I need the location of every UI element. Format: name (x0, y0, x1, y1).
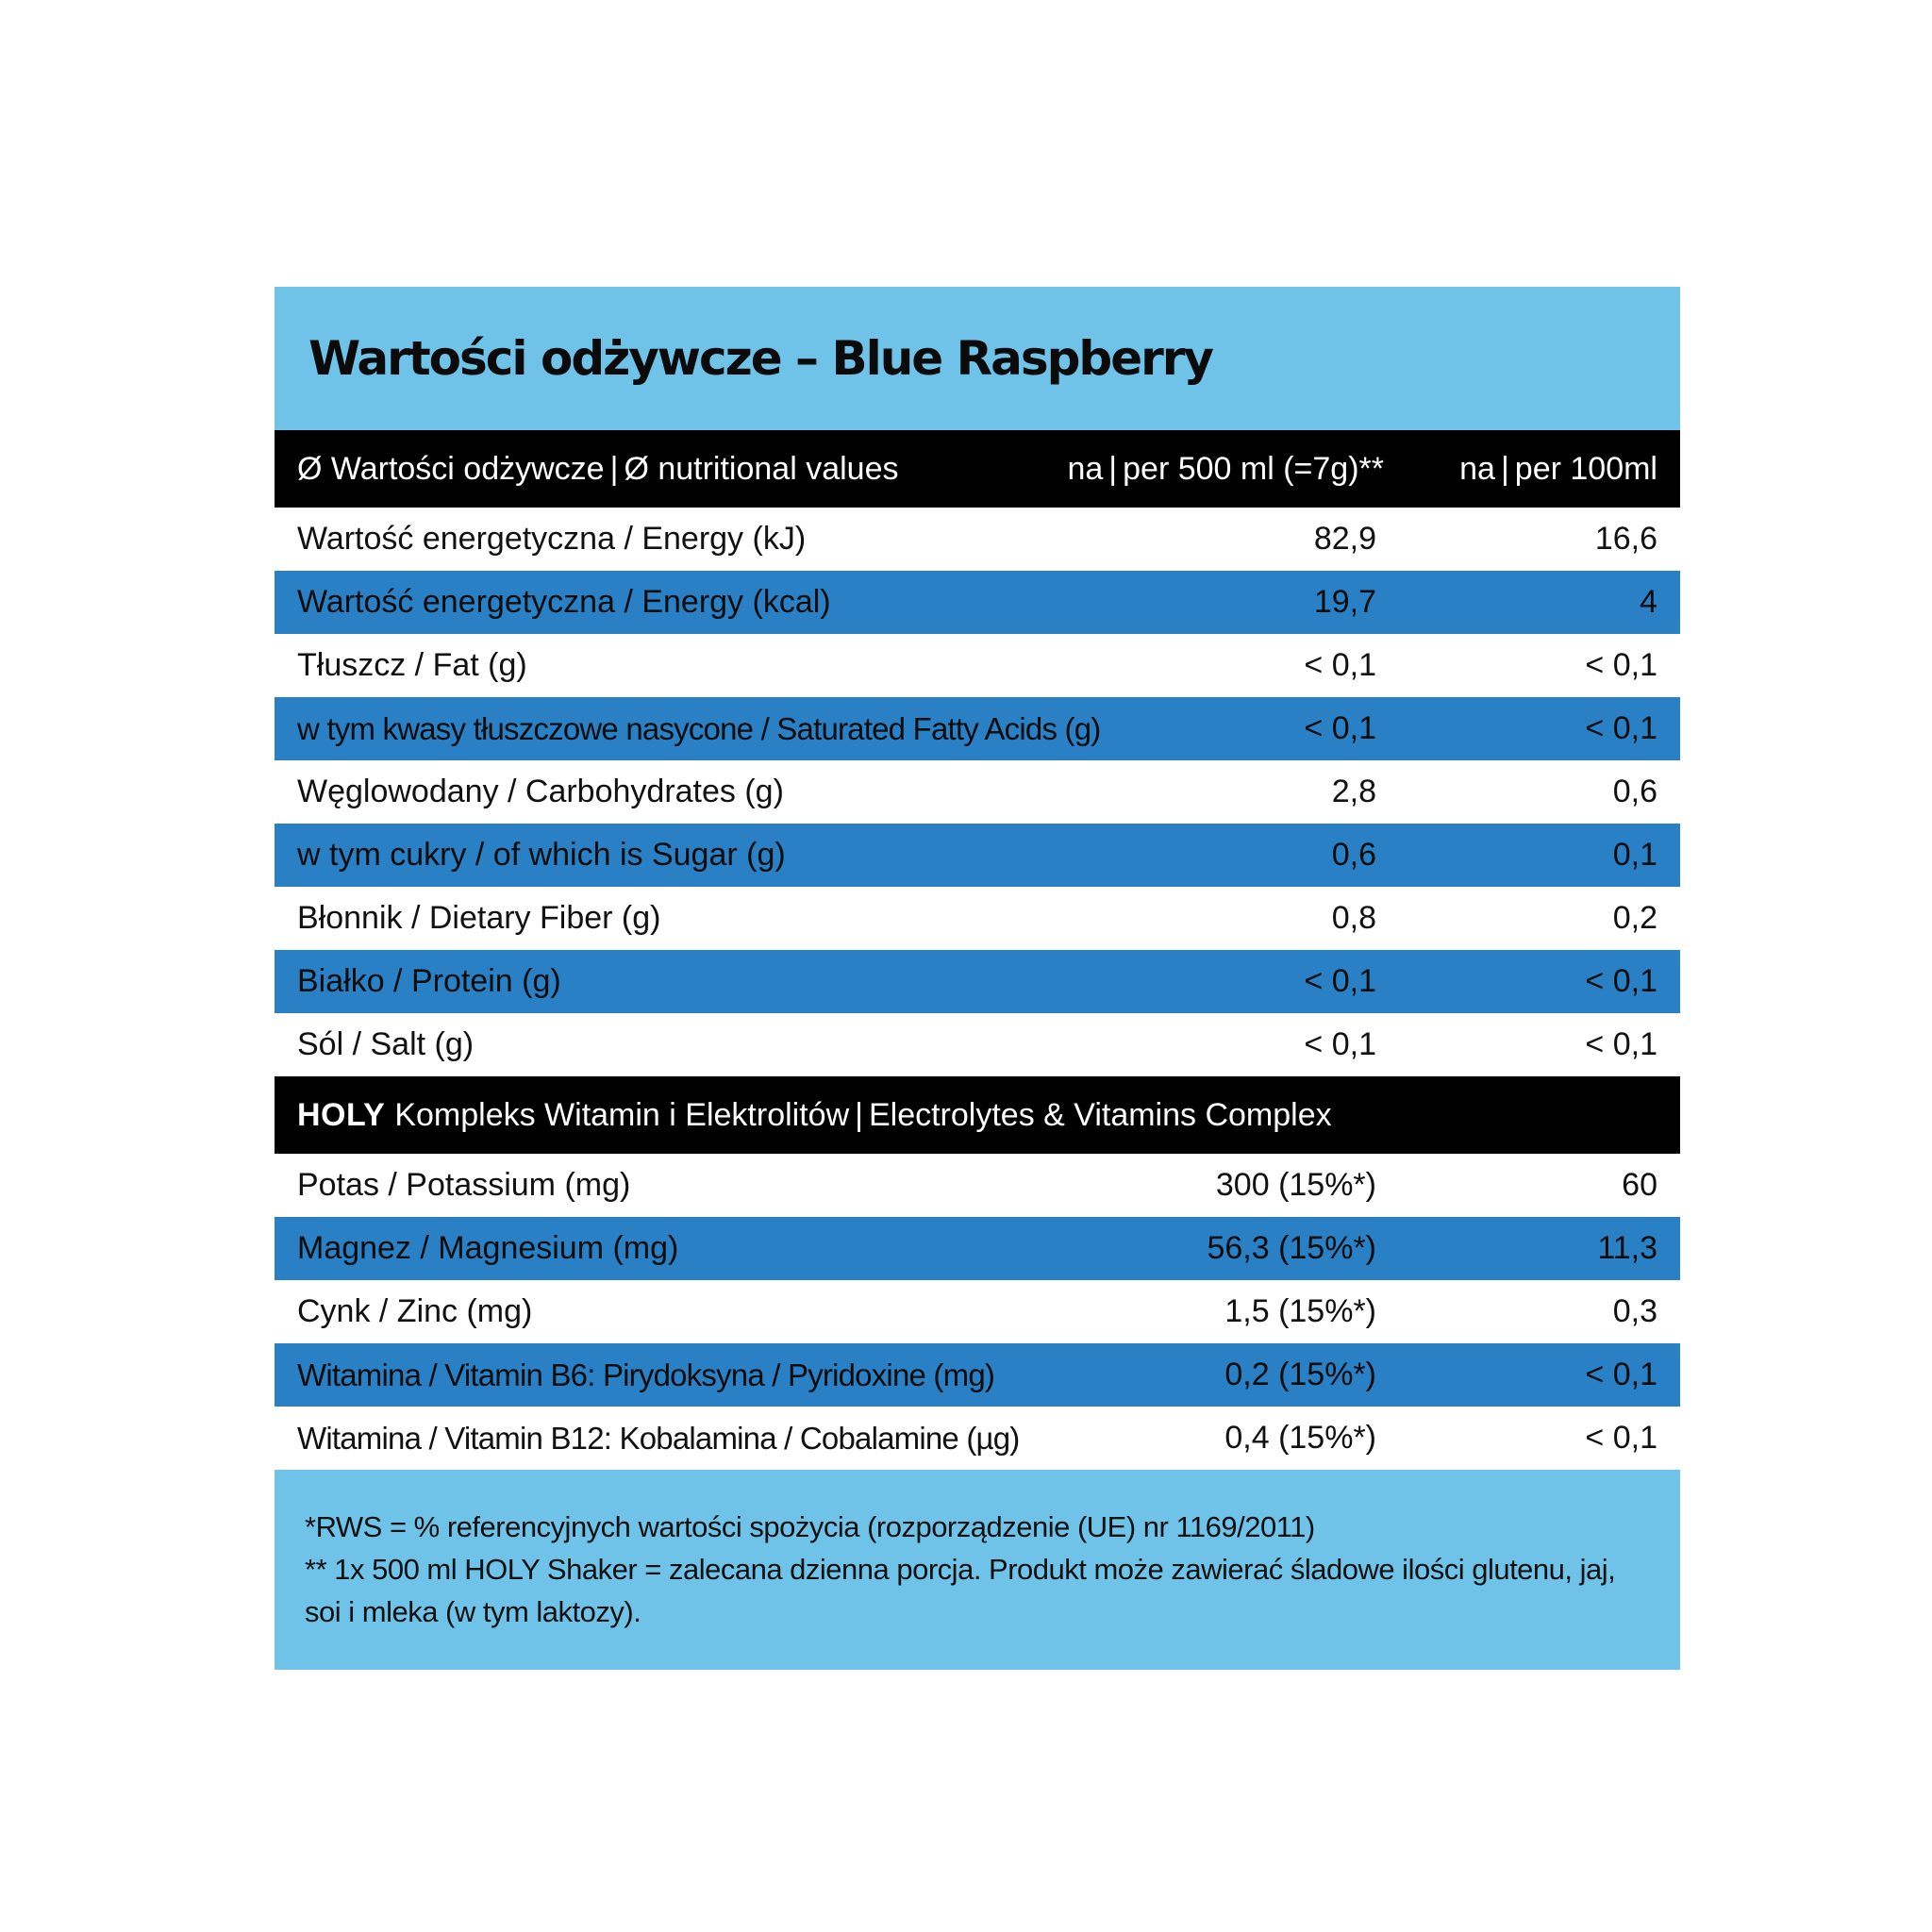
table-row (275, 1013, 1680, 1076)
nutrient-label: Wartość energetyczna / Energy (kJ) (297, 521, 807, 557)
value-per500: 0,6 (1331, 837, 1376, 873)
nutrient-label: Cynk / Zinc (mg) (297, 1293, 533, 1329)
value-per500: 19,7 (1313, 584, 1376, 620)
nutrition-panel (275, 287, 1680, 1670)
table-row (275, 1343, 1680, 1407)
header-separator: | (855, 1096, 863, 1133)
table-row (275, 760, 1680, 824)
value-per100: < 0,1 (1585, 1420, 1657, 1456)
footnote-serving: ** 1x 500 ml HOLY Shaker = zalecana dzienna porcja. Produkt może zawierać śladowe ilości glutenu, jaj, soi i mleka (w tym laktozy). (305, 1553, 1616, 1628)
table-row (275, 1154, 1680, 1217)
value-per500: 0,4 (15%*) (1224, 1420, 1376, 1456)
value-per500: 300 (15%*) (1215, 1167, 1376, 1203)
value-per500: < 0,1 (1304, 710, 1376, 746)
header-per100-column (1384, 451, 1657, 488)
holy-brand-label: HOLY (297, 1096, 386, 1133)
nutrient-label: Witamina / Vitamin B12: Kobalamina / Cobalamine (µg) (297, 1420, 1020, 1456)
value-per500: < 0,1 (1304, 963, 1376, 999)
complex-header (275, 1076, 1680, 1154)
value-per100: 60 (1622, 1167, 1657, 1203)
value-per500: < 0,1 (1304, 1026, 1376, 1062)
table-header (275, 430, 1680, 508)
value-per100: < 0,1 (1585, 963, 1657, 999)
header-col1-en: Ø nutritional values (624, 450, 899, 487)
complex-header-en: Electrolytes & Vitamins Complex (868, 1096, 1332, 1133)
nutrient-label: Błonnik / Dietary Fiber (g) (297, 900, 661, 936)
header-per500-column (1016, 451, 1384, 488)
header-separator: | (609, 450, 619, 487)
nutrient-label: Białko / Protein (g) (297, 963, 561, 999)
value-per100: 16,6 (1594, 521, 1657, 557)
nutrients-table (275, 508, 1680, 1076)
footnote-rws: *RWS = % referencyjnych wartości spożycia (rozporządzenie (UE) nr 1169/2011) (305, 1510, 1315, 1543)
table-row (275, 697, 1680, 760)
header-col1-pl: Ø Wartości odżywcze (297, 450, 605, 487)
nutrient-label: Witamina / Vitamin B6: Pirydoksyna / Pyridoxine (mg) (297, 1357, 995, 1392)
nutrient-label: Sól / Salt (g) (297, 1026, 475, 1062)
header-col3-en: per 100ml (1514, 450, 1657, 487)
header-col3-pl: na (1459, 450, 1495, 487)
table-row (275, 508, 1680, 571)
complex-table (275, 1154, 1680, 1470)
value-per100: < 0,1 (1585, 647, 1657, 683)
table-row (275, 950, 1680, 1013)
value-per500: 82,9 (1313, 521, 1376, 557)
value-per500: < 0,1 (1304, 647, 1376, 683)
value-per500: 56,3 (15%*) (1207, 1230, 1376, 1266)
value-per100: < 0,1 (1585, 1357, 1657, 1392)
value-per100: 0,1 (1612, 837, 1657, 873)
value-per500: 2,8 (1331, 774, 1376, 809)
nutrient-label: w tym cukry / of which is Sugar (g) (297, 837, 786, 873)
value-per100: < 0,1 (1585, 1026, 1657, 1062)
table-row (275, 1217, 1680, 1280)
complex-header-pl: Kompleks Witamin i Elektrolitów (394, 1096, 850, 1133)
table-row (275, 824, 1680, 887)
header-col2-en: per 500 ml (=7g)** (1123, 450, 1384, 487)
value-per500: 0,8 (1331, 900, 1376, 936)
title-banner (275, 287, 1680, 430)
nutrient-label: Potas / Potassium (mg) (297, 1167, 631, 1203)
value-per100: 4 (1640, 584, 1657, 620)
nutrient-label: Wartość energetyczna / Energy (kcal) (297, 584, 831, 620)
table-row (275, 1407, 1680, 1470)
header-nutrient-column (297, 451, 1016, 488)
nutrient-label: Tłuszcz / Fat (g) (297, 647, 527, 683)
table-row (275, 571, 1680, 634)
table-row (275, 1280, 1680, 1343)
value-per500: 0,2 (15%*) (1224, 1357, 1376, 1392)
value-per100: 0,3 (1612, 1293, 1657, 1329)
nutrient-label: Magnez / Magnesium (mg) (297, 1230, 679, 1266)
header-col2-pl: na (1067, 450, 1104, 487)
table-row (275, 634, 1680, 697)
page-title: Wartości odżywcze – Blue Raspberry (308, 331, 1213, 386)
value-per100: 0,6 (1612, 774, 1657, 809)
nutrient-label: w tym kwasy tłuszczowe nasycone / Saturated Fatty Acids (g) (297, 710, 1101, 746)
nutrient-label: Węglowodany / Carbohydrates (g) (297, 774, 784, 809)
value-per100: 11,3 (1597, 1230, 1657, 1266)
header-separator: | (1108, 450, 1118, 487)
value-per500: 1,5 (15%*) (1224, 1293, 1376, 1329)
header-separator: | (1500, 450, 1509, 487)
value-per100: < 0,1 (1585, 710, 1657, 746)
value-per100: 0,2 (1612, 900, 1657, 936)
table-row (275, 887, 1680, 950)
footnotes (275, 1470, 1680, 1670)
